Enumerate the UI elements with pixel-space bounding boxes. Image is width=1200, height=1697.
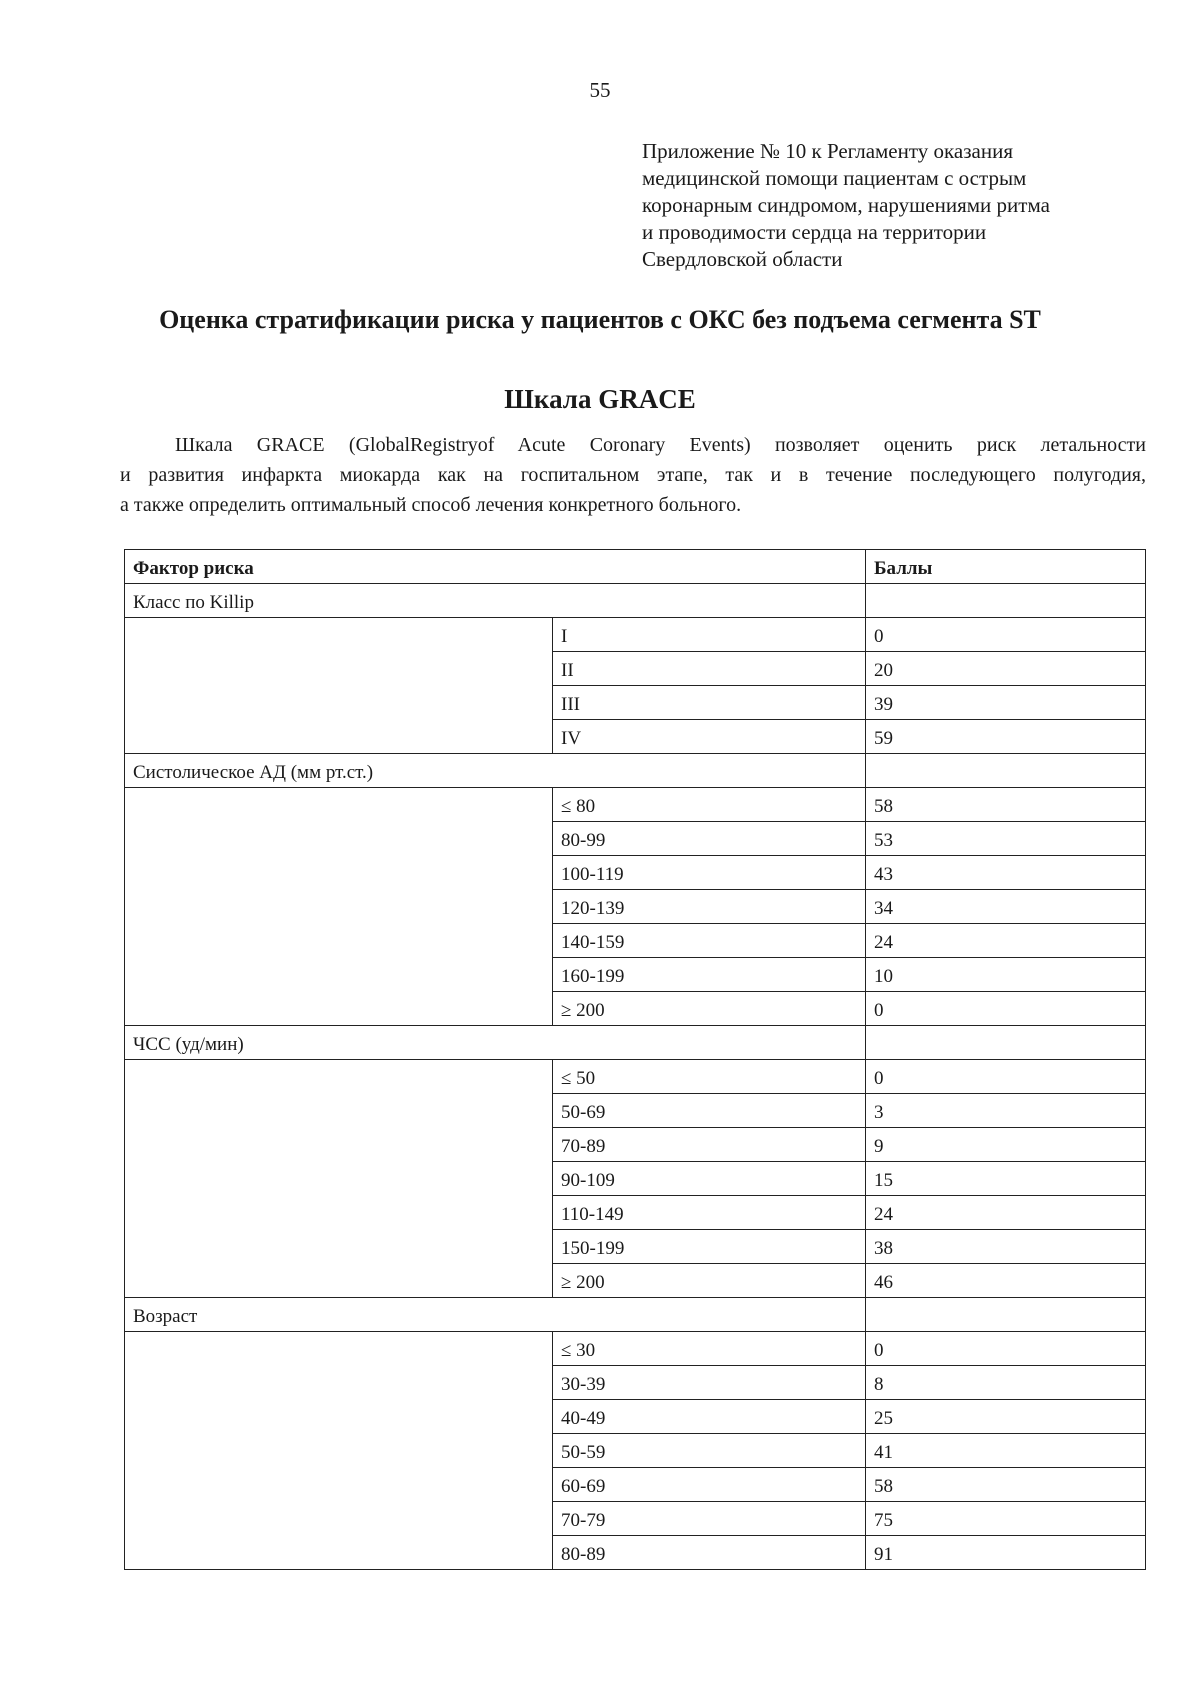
points-cell: 59	[866, 720, 1146, 754]
factor-value-cell: 80-89	[553, 1536, 866, 1570]
factor-value-cell: 110-149	[553, 1196, 866, 1230]
points-cell: 75	[866, 1502, 1146, 1536]
factor-value-cell: 80-99	[553, 822, 866, 856]
points-cell: 15	[866, 1162, 1146, 1196]
group-points-empty	[866, 754, 1146, 788]
group-name: Систолическое АД (мм рт.ст.)	[125, 754, 866, 788]
group-name: Возраст	[125, 1298, 866, 1332]
factor-value-cell: 100-119	[553, 856, 866, 890]
header-factor: Фактор риска	[125, 550, 866, 584]
appendix-note	[642, 138, 1162, 273]
factor-value-cell: 70-79	[553, 1502, 866, 1536]
group-points-empty	[866, 584, 1146, 618]
points-cell: 25	[866, 1400, 1146, 1434]
factor-value-cell: III	[553, 686, 866, 720]
blank-cell	[125, 1060, 553, 1298]
group-header-row	[125, 1026, 1146, 1060]
points-cell: 39	[866, 686, 1146, 720]
points-cell: 24	[866, 1196, 1146, 1230]
appendix-line: Приложение № 10 к Регламенту оказания	[642, 139, 1013, 163]
factor-value-cell: 30-39	[553, 1366, 866, 1400]
points-cell: 0	[866, 992, 1146, 1026]
intro-paragraph	[120, 430, 1146, 520]
document-title: Оценка стратификации риска у пациентов с ОКС без подъема сегмента ST	[159, 305, 1041, 334]
points-cell: 53	[866, 822, 1146, 856]
factor-value-cell: 90-109	[553, 1162, 866, 1196]
points-cell: 0	[866, 1332, 1146, 1366]
group-name: Класс по Killip	[125, 584, 866, 618]
group-header-row	[125, 1298, 1146, 1332]
points-cell: 10	[866, 958, 1146, 992]
points-cell: 9	[866, 1128, 1146, 1162]
points-cell: 0	[866, 618, 1146, 652]
points-cell: 8	[866, 1366, 1146, 1400]
intro-line: а также определить оптимальный способ лечения конкретного больного.	[120, 494, 742, 516]
factor-value-cell: 150-199	[553, 1230, 866, 1264]
appendix-line: коронарным синдромом, нарушениями ритма	[642, 193, 1050, 217]
table-row	[125, 618, 1146, 652]
points-cell: 24	[866, 924, 1146, 958]
blank-cell	[125, 1332, 553, 1570]
factor-value-cell: 50-59	[553, 1434, 866, 1468]
points-cell: 46	[866, 1264, 1146, 1298]
factor-value-cell: ≤ 30	[553, 1332, 866, 1366]
points-cell: 38	[866, 1230, 1146, 1264]
points-cell: 58	[866, 1468, 1146, 1502]
header-points: Баллы	[866, 550, 1146, 584]
points-cell: 34	[866, 890, 1146, 924]
factor-value-cell: ≤ 80	[553, 788, 866, 822]
factor-value-cell: 120-139	[553, 890, 866, 924]
factor-value-cell: 50-69	[553, 1094, 866, 1128]
group-points-empty	[866, 1298, 1146, 1332]
factor-value-cell: 40-49	[553, 1400, 866, 1434]
factor-value-cell: 70-89	[553, 1128, 866, 1162]
points-cell: 41	[866, 1434, 1146, 1468]
factor-value-cell: 160-199	[553, 958, 866, 992]
points-cell: 91	[866, 1536, 1146, 1570]
intro-line: и развития инфаркта миокарда как на госпитальном этапе, так и в течение последующего полугодия,	[120, 464, 1146, 486]
table-row	[125, 788, 1146, 822]
appendix-line: и проводимости сердца на территории	[642, 220, 987, 244]
blank-cell	[125, 788, 553, 1026]
factor-value-cell: I	[553, 618, 866, 652]
factor-value-cell: IV	[553, 720, 866, 754]
factor-value-cell: 140-159	[553, 924, 866, 958]
blank-cell	[125, 618, 553, 754]
table-header-row	[125, 550, 1146, 584]
group-header-row	[125, 754, 1146, 788]
factor-value-cell: ≤ 50	[553, 1060, 866, 1094]
appendix-line: Свердловской области	[642, 247, 843, 271]
points-cell: 0	[866, 1060, 1146, 1094]
factor-value-cell: ≥ 200	[553, 992, 866, 1026]
page-number: 55	[589, 78, 611, 102]
appendix-line: медицинской помощи пациентам с острым	[642, 166, 1027, 190]
factor-value-cell: ≥ 200	[553, 1264, 866, 1298]
points-cell: 43	[866, 856, 1146, 890]
intro-line: Шкала GRACE (GlobalRegistryof Acute Coronary Events) позволяет оценить риск летальности	[175, 434, 1146, 456]
factor-value-cell: 60-69	[553, 1468, 866, 1502]
table-row	[125, 1332, 1146, 1366]
factor-value-cell: II	[553, 652, 866, 686]
group-name: ЧСС (уд/мин)	[125, 1026, 866, 1060]
points-cell: 58	[866, 788, 1146, 822]
points-cell: 3	[866, 1094, 1146, 1128]
points-cell: 20	[866, 652, 1146, 686]
group-header-row	[125, 584, 1146, 618]
group-points-empty	[866, 1026, 1146, 1060]
scale-title: Шкала GRACE	[504, 384, 696, 414]
table-row	[125, 1060, 1146, 1094]
grace-score-table	[124, 549, 1146, 1570]
